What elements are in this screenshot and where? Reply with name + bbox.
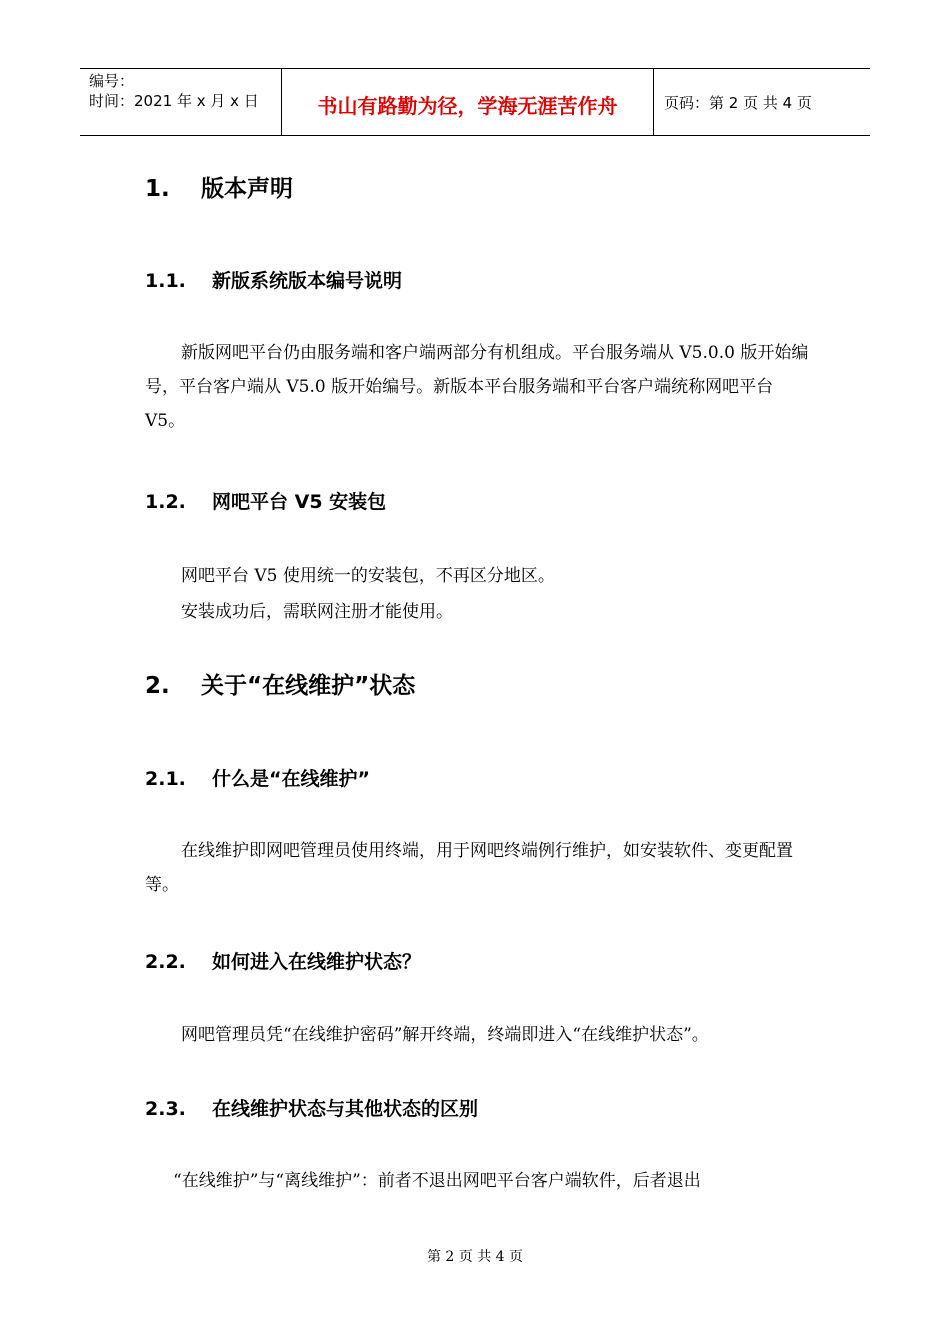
paragraph-difference: “在线维护”与“离线维护”：前者不退出网吧平台客户端软件，后者退出 <box>173 1171 701 1191</box>
page-footer: 第 2 页 共 4 页 <box>426 1249 524 1265</box>
header-meta <box>80 69 282 135</box>
page-header <box>80 68 870 136</box>
heading-2 <box>145 667 415 700</box>
header-page-info: 页码：第 2 页 共 4 页 <box>664 93 812 112</box>
heading-number: 1.1. <box>145 270 186 292</box>
heading-title: 什么是“在线维护” <box>212 768 370 790</box>
heading-number: 2.3. <box>145 1098 186 1120</box>
paragraph-enter-maintenance: 网吧管理员凭“在线维护密码”解开终端，终端即进入“在线维护状态”。 <box>181 1025 709 1045</box>
header-motto: 书山有路勤为径，学海无涯苦作舟 <box>282 69 654 135</box>
paragraph-install-package: 网吧平台 V5 使用统一的安装包，不再区分地区。 <box>181 566 555 586</box>
paragraph-online-maintenance: 在线维护即网吧管理员使用终端，用于网吧终端例行维护，如安装软件、变更配置等。 <box>145 841 793 895</box>
heading-1-2 <box>145 487 386 514</box>
heading-title: 新版系统版本编号说明 <box>212 270 403 292</box>
heading-title: 如何进入在线维护状态？ <box>212 951 422 973</box>
heading-2-3 <box>145 1094 478 1121</box>
heading-number: 1.2. <box>145 491 186 513</box>
heading-2-2 <box>145 947 421 974</box>
heading-number: 2.2. <box>145 951 186 973</box>
heading-1-1 <box>145 266 402 293</box>
heading-title: 在线维护状态与其他状态的区别 <box>212 1098 479 1120</box>
paragraph-register: 安装成功后，需联网注册才能使用。 <box>181 602 453 622</box>
heading-number: 2. <box>145 673 170 699</box>
heading-2-1 <box>145 764 370 791</box>
heading-1 <box>145 170 293 203</box>
heading-title: 网吧平台 V5 安装包 <box>212 491 387 513</box>
heading-number: 2.1. <box>145 768 186 790</box>
heading-title: 版本声明 <box>201 176 293 202</box>
header-time: 时间：2021 年 x 月 x 日 <box>89 92 259 110</box>
heading-title: 关于“在线维护”状态 <box>201 673 416 699</box>
paragraph-version-numbering: 新版网吧平台仍由服务端和客户端两部分有机组成。平台服务端从 V5.0.0 版开始编号，平台客户端从 V5.0 版开始编号。新版本平台服务端和平台客户端统称网吧平台 V5。 <box>145 343 809 431</box>
header-number: 编号： <box>89 72 135 90</box>
heading-number: 1. <box>145 176 170 202</box>
